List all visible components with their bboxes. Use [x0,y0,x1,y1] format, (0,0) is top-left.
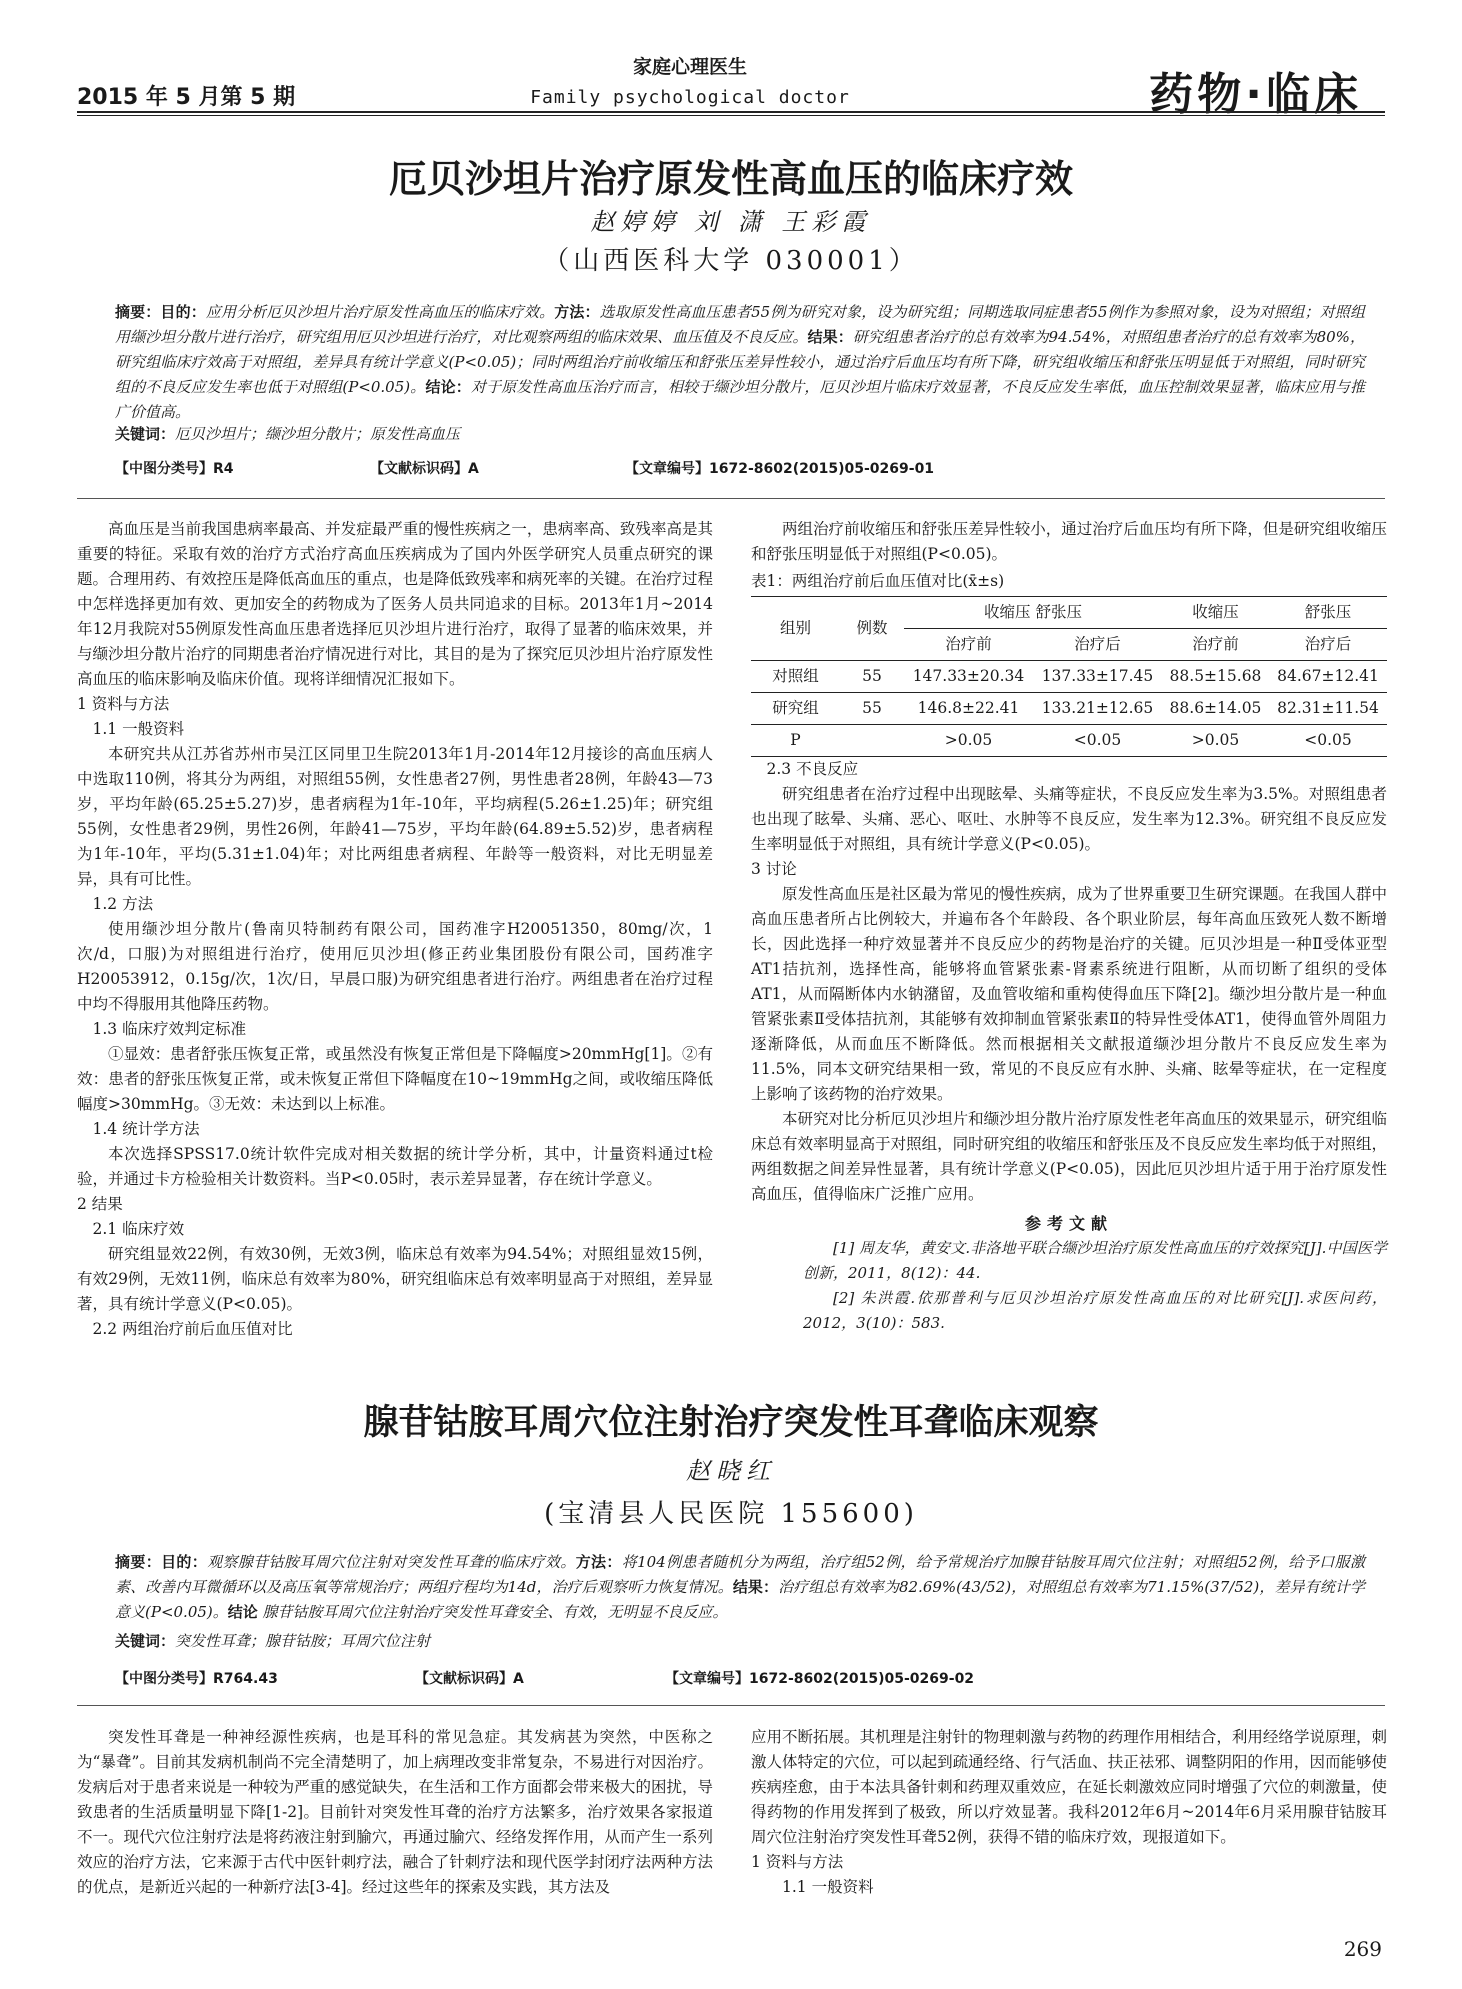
subsection-heading: 1.3 临床疗效判定标准 [92,1020,247,1038]
table-header-cell: 收缩压 舒张压 [984,603,1082,621]
table-header-cell: 治疗后 [1033,629,1162,661]
paragraph: 研究组显效22例，有效30例，无效3例，临床总有效率为94.54%；对照组显效15例，有效29例，无效11例，临床总有效率为80%，研究组临床总有效率明显高于对照组，差异显著，具有统计学意义(P<0.05)。 [77,1245,713,1313]
paragraph: 本研究共从江苏省苏州市吴江区同里卫生院2013年1月-2014年12月接诊的高血压病人中选取110例，将其分为两组，对照组55例，女性患者27例，男性患者28例，年龄43—73岁，平均年龄(65.25±5.27)岁，患者病程为1年-10年，平均病程(5.26±1.25)年；研究组55例，女性患者29例，男性26例，年龄41—75岁，平均年龄(64.89±5.52)岁，患者病程为1年-10年，平均(5.31±1.04)年；对比两组患者病程、年龄等一般资料，对比无明显差异，具有可比性。 [77,745,713,888]
article2-abstract [115,1550,1365,1625]
table-row [751,693,1387,725]
abstract-text: 选取原发性高血压患者55例为研究对象，设为研究组；同期选取同症患者55例作为参照对象，设为对照组；对照组用缬沙坦分散片进行治疗，研究组用厄贝沙坦进行治疗，对比观察两组的临床效果、血压值及不良反应。 [115,303,1365,346]
paragraph: 突发性耳聋是一种神经源性疾病，也是耳科的常见急症。其发病甚为突然，中医称之为“暴聋”。目前其发病机制尚不完全清楚明了，加上病理改变非常复杂，不易进行对因治疗。发病后对于患者来说是一种较为严重的感觉缺失，在生活和工作方面都会带来极大的困扰，导致患者的生活质量明显下降[1-2]。目前针对突发性耳聋的治疗方法繁多，治疗效果各家报道不一。现代穴位注射疗法是将药液注射到腧穴，再通过腧穴、经络发挥作用，从而产生一系列效应的治疗方法，它来源于古代中医针刺疗法，融合了针刺疗法和现代医学封闭疗法两种方法的优点，是新近兴起的一种新疗法[3-4]。经过这些年的探索及实践，其方法及 [77,1728,713,1896]
reference-item: [1] 周友华，黄安文.非洛地平联合缬沙坦治疗原发性高血压的疗效探究[J].中国医学创新，2011，8(12)：44. [803,1239,1387,1282]
section-heading: 1 资料与方法 [77,695,170,713]
table-cell: <0.05 [1304,731,1352,749]
table-cell: P [790,731,801,749]
table-header-cell: 组别 [779,619,811,637]
abstract-label: 结果： [732,1578,779,1596]
abstract-label: 结果： [807,328,853,346]
table-header-cell: 收缩压 [1192,603,1239,621]
table-cell: 146.8±22.41 [917,699,1020,717]
abstract-label: 结论 [227,1603,258,1621]
table-header-cell: 舒张压 [1304,603,1352,621]
bp-table [751,596,1387,757]
article1-keywords [115,423,1365,444]
table-cell: 82.31±11.54 [1277,699,1379,717]
table-cell: 55 [862,667,882,685]
article2-class-number: 【中图分类号】R764.43 [115,1671,278,1687]
table-cell: 对照组 [772,667,819,685]
article1-left-column [77,517,713,1342]
table-cell: >0.05 [944,731,993,749]
abstract-label: 摘要：目的： [115,1553,208,1571]
subsection-heading: 1.2 方法 [92,895,154,913]
reference-item: [2] 朱洪霞.依那普利与厄贝沙坦治疗原发性高血压的对比研究[J].求医问药，2012，3(10)：583. [803,1289,1387,1332]
subsection-heading: 2.2 两组治疗前后血压值对比 [92,1320,293,1338]
paragraph: 研究组患者在治疗过程中出现眩晕、头痛等症状，不良反应发生率为3.5%。对照组患者也出现了眩晕、头痛、恶心、呕吐、水肿等不良反应，发生率为12.3%。研究组不良反应发生率明显低于对照组，具有统计学意义(P<0.05)。 [751,785,1387,853]
subsection-heading: 2.3 不良反应 [766,760,859,778]
table-cell: 133.21±12.65 [1041,699,1154,717]
journal-name [480,52,900,108]
article2-left-column [77,1725,713,1900]
paragraph: 高血压是当前我国患病率最高、并发症最严重的慢性疾病之一，患病率高、致残率高是其重要的特征。采取有效的治疗方式治疗高血压疾病成为了国内外医学研究人员重点研究的课题。合理用药、有效控压是降低高血压的重点，也是降低致残率和病死率的关键。在治疗过程中怎样选择更加有效、更加安全的药物成为了医务人员共同追求的目标。2013年1月~2014年12月我院对55例原发性高血压患者选择厄贝沙坦片进行治疗，取得了显著的临床效果，并与缬沙坦分散片治疗的同期患者治疗情况进行对比，其目的是为了探究厄贝沙坦片治疗原发性高血压的临床影响及临床价值。现将详细情况汇报如下。 [77,520,713,688]
keywords-label: 关键词： [115,1632,176,1650]
table-header-cell: 例数 [856,619,888,637]
article1-authors: 赵婷婷 刘 潇 王彩霞 [590,208,872,236]
table-cell: 137.33±17.45 [1041,667,1154,685]
abstract-label: 摘要：目的： [115,303,206,321]
article1-abstract [115,300,1365,425]
table-cell: >0.05 [1191,731,1240,749]
table-header-cell: 治疗后 [1269,629,1387,661]
table-cell [840,725,904,757]
paragraph: 本研究对比分析厄贝沙坦片和缬沙坦分散片治疗原发性老年高血压的效果显示，研究组临床总有效率明显高于对照组，同时研究组的收缩压和舒张压及不良反应发生率均低于对照组，两组数据之间差异性显著，具有统计学意义(P<0.05)，因此厄贝沙坦片适于用于治疗原发性高血压，值得临床广泛推广应用。 [751,1110,1387,1203]
article1-affiliation: （山西医科大学 030001） [543,246,919,276]
paragraph: 使用缬沙坦分散片(鲁南贝特制药有限公司，国药准字H20051350，80mg/次，1次/d，口服)为对照组进行治疗，使用厄贝沙坦(修正药业集团股份有限公司，国药准字H20053912，0.15g/次，1次/日，早晨口服)为研究组患者进行治疗。两组患者在治疗过程中均不得服用其他降压药物。 [77,920,713,1013]
subsection-heading: 2.1 临床疗效 [92,1220,185,1238]
table-cell: 84.67±12.41 [1277,667,1379,685]
table-header-cell: 治疗前 [904,629,1033,661]
abstract-text: 应用分析厄贝沙坦片治疗原发性高血压的临床疗效。 [205,303,555,321]
section-heading: 3 讨论 [751,860,797,878]
abstract-label: 方法： [575,1553,622,1571]
article1-class-number: 【中图分类号】R4 [115,461,234,477]
article1-separator [77,498,1385,499]
keywords-text: 突发性耳聋；腺苷钴胺；耳周穴位注射 [175,1632,431,1650]
abstract-text: 腺苷钴胺耳周穴位注射治疗突发性耳聋安全、有效，无明显不良反应。 [257,1603,728,1621]
table-cell: 147.33±20.34 [912,667,1025,685]
article1-doc-code: 【文献标识码】A [370,461,479,477]
journal-name-cn: 家庭心理医生 [632,56,747,78]
article2-keywords [115,1630,1365,1651]
paragraph: ①显效：患者舒张压恢复正常，或虽然没有恢复正常但是下降幅度>20mmHg[1]。②有效：患者的舒张压恢复正常，或未恢复正常但下降幅度在10~19mmHg之间，或收缩压降低幅度>30mmHg。③无效：未达到以上标准。 [77,1045,713,1113]
journal-name-en: Family psychological doctor [530,87,850,108]
table-cell: 研究组 [772,699,819,717]
page-number: 269 [1343,1937,1382,1961]
abstract-text: 对于原发性高血压治疗而言，相较于缬沙坦分散片，厄贝沙坦片临床疗效显著，不良反应发生率低，血压控制效果显著，临床应用与推广价值高。 [115,378,1366,421]
table-cell: 88.6±14.05 [1169,699,1262,717]
subsection-heading: 1.1 一般资料 [782,1878,874,1896]
article2-affiliation: (宝清县人民医院 155600) [544,1499,918,1529]
subsection-heading: 1.4 统计学方法 [92,1120,200,1138]
article2-doc-code: 【文献标识码】A [415,1671,524,1687]
table-row [751,661,1387,693]
references-heading: 参考文献 [1024,1214,1113,1233]
table-caption: 表1：两组治疗前后血压值对比(x̄±s) [751,572,1005,590]
paragraph: 两组治疗前收缩压和舒张压差异性较小，通过治疗后血压均有所下降，但是研究组收缩压和舒张压明显低于对照组(P<0.05)。 [751,520,1387,563]
abstract-label: 方法： [554,303,600,321]
issue-date: 2015 年 5 月第 5 期 [77,85,296,110]
table-header-cell: 治疗前 [1162,629,1269,661]
table-cell: <0.05 [1073,731,1122,749]
article2-separator [77,1705,1385,1706]
article2-title: 腺苷钴胺耳周穴位注射治疗突发性耳聋临床观察 [363,1403,1099,1443]
article1-right-column [751,517,1387,1336]
section-heading: 2 结果 [77,1195,123,1213]
article2-right-column [751,1725,1387,1900]
section-heading: 1 资料与方法 [751,1853,844,1871]
keywords-label: 关键词： [115,425,176,443]
table-header-row [751,597,1387,629]
paragraph: 原发性高血压是社区最为常见的慢性疾病，成为了世界重要卫生研究课题。在我国人群中高血压患者所占比例较大，并遍布各个年龄段、各个职业阶层，每年高血压致死人数不断增长，因此选择一种疗效显著并不良反应少的药物是治疗的关键。厄贝沙坦是一种Ⅱ受体亚型AT1拮抗剂，选择性高，能够将血管紧张素-肾素系统进行阻断，从而切断了组织的受体AT1，从而隔断体内水钠潴留，及血管收缩和重构使得血压下降[2]。缬沙坦分散片是一种血管紧张素Ⅱ受体拮抗剂，其能够有效抑制血管紧张素Ⅱ的特异性受体AT1，使得血管外周阻力逐渐降低，从而血压不断降低。然而根据相关文献报道缬沙坦分散片不良反应发生率为11.5%，同本文研究结果相一致，常见的不良反应有水肿、头痛、眩晕等症状，在一定程度上影响了该药物的治疗效果。 [751,885,1387,1103]
abstract-label: 结论： [425,378,471,396]
section-title: 药物·临床 [1149,69,1362,120]
table-cell: 88.5±15.68 [1169,667,1262,685]
keywords-text: 厄贝沙坦片；缬沙坦分散片；原发性高血压 [175,425,461,443]
table-row [751,725,1387,757]
paragraph: 本次选择SPSS17.0统计软件完成对相关数据的统计学分析，其中，计量资料通过t检验，并通过卡方检验相关计数资料。当P<0.05时，表示差异显著，存在统计学意义。 [77,1145,713,1188]
article2-article-number: 【文章编号】1672-8602(2015)05-0269-02 [665,1671,975,1687]
paragraph: 应用不断拓展。其机理是注射针的物理刺激与药物的药理作用相结合，利用经络学说原理，刺激人体特定的穴位，可以起到疏通经络、行气活血、扶正祛邪、调整阴阳的作用，因而能够使疾病痊愈，由于本法具备针刺和药理双重效应，在延长刺激效应同时增强了穴位的刺激量，使得药物的作用发挥到了极致，所以疗效显著。我科2012年6月~2014年6月采用腺苷钴胺耳周穴位注射治疗突发性耳聋52例，获得不错的临床疗效，现报道如下。 [751,1728,1387,1846]
article2-authors: 赵晓红 [686,1457,776,1485]
header-rule-thin [77,115,1385,116]
table-cell: 55 [862,699,882,717]
abstract-text: 治疗组总有效率为82.69%(43/52)，对照组总有效率为71.15%(37/52)，差异有统计学意义(P<0.05)。 [115,1578,1365,1621]
article1-article-number: 【文章编号】1672-8602(2015)05-0269-01 [625,461,935,477]
header-rule [77,111,1385,113]
abstract-text: 观察腺苷钴胺耳周穴位注射对突发性耳聋的临床疗效。 [207,1553,576,1571]
abstract-text: 研究组患者治疗的总有效率为94.54%，对照组患者治疗的总有效率为80%，研究组临床疗效高于对照组，差异具有统计学意义(P<0.05)；同时两组治疗前收缩压和舒张压差异性较小，通过治疗后血压均有所下降，研究组收缩压和舒张压明显低于对照组，同时研究组的不良反应发生率也低于对照组(P<0.05)。 [115,328,1365,396]
article1-title: 厄贝沙坦片治疗原发性高血压的临床疗效 [388,157,1073,201]
abstract-text: 将104例患者随机分为两组，治疗组52例，给予常规治疗加腺苷钴胺耳周穴位注射；对照组52例，给予口服激素、改善内耳微循环以及高压氧等常规治疗；两组疗程均为14d，治疗后观察听力恢复情况。 [115,1553,1365,1596]
subsection-heading: 1.1 一般资料 [92,720,185,738]
